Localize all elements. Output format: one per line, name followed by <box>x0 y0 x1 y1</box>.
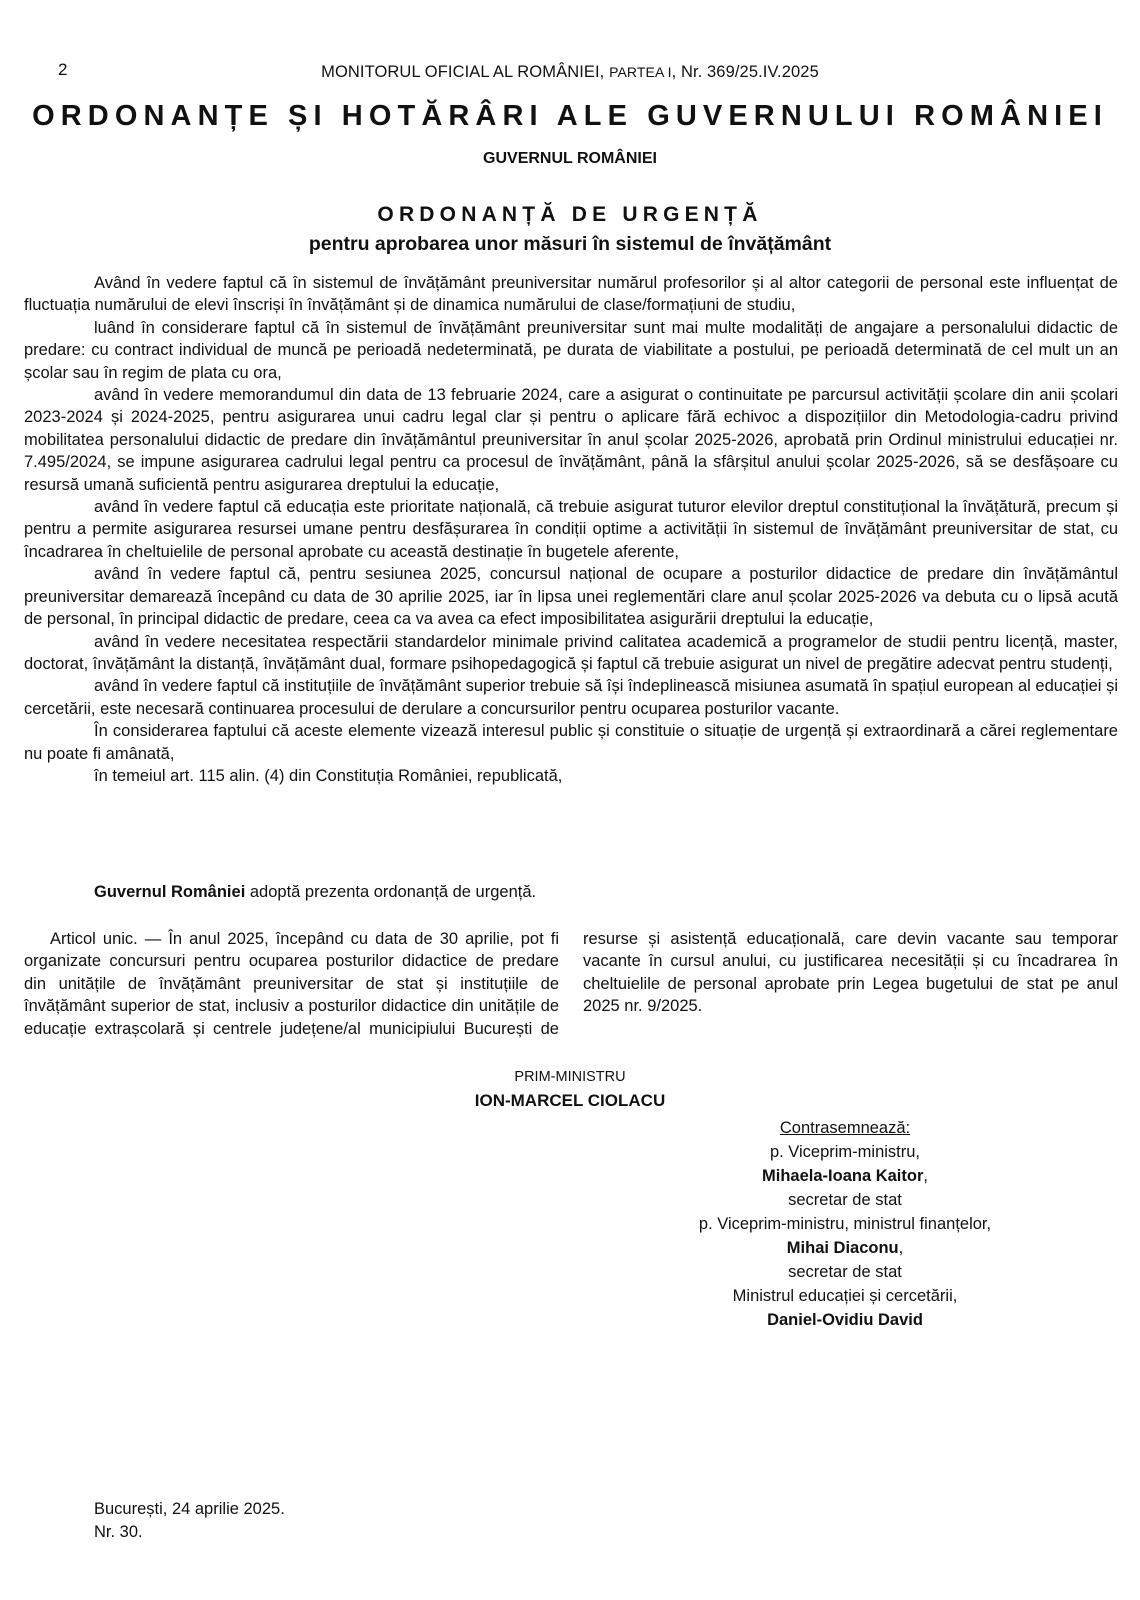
signatory-title: PRIM-MINISTRU <box>514 1069 626 1085</box>
preamble-paragraph: având în vedere faptul că educația este prioritate națională, că trebuie asigurat tuturor elevilor dreptul constituțional la învățătură, precum și pentru a permite asigurarea resursei umane pentru desfășurarea în condiții optime a activității în sistemul de învățământ preuniversitar de stat, cu încadrarea în cheltuielile de personal aprobate cu această destinație în bugetele aferente, <box>24 498 1118 561</box>
article-unic: Articol unic. — În anul 2025, începând cu data de 30 aprilie, pot fi organizate concursuri pentru ocuparea posturilor didactice de predare din unitățile de învățământ preuniversitar de stat și instituțiile de învățământ superior de stat, inclusiv a posturilor didactice din unitățile de educație extrașcolară și centrele județene/al municipiului București de resurse și asistență educațională, care devin vacante sau temporar vacante în cursul anului, cu justificarea necesității și cu încadrarea în cheltuielile de personal aprobate prin Legea bugetului de stat pe anul 2025 nr. 9/2025. <box>24 930 1118 1038</box>
countersigner-name: Daniel-Ovidiu David <box>767 1311 923 1329</box>
countersigner-role: Ministrul educației și cercetării, <box>732 1287 958 1305</box>
preamble-paragraph: având în vedere necesitatea respectării standardelor minimale privind calitatea academică a programelor de studii pentru licență, master, doctorat, învățământ la distanță, învățământ dual, formare psihopedagogică și faptul că trebuie asigurat un nivel de pregătire adecvat pentru studenți, <box>24 632 1118 673</box>
countersigner-comma: , <box>923 1167 928 1185</box>
signatory-name: ION-MARCEL CIOLACU <box>474 1091 666 1110</box>
government-title: GUVERNUL ROMÂNIEI <box>483 150 657 167</box>
article-body <box>24 928 1118 1040</box>
countersign-block <box>640 1116 1050 1332</box>
countersigner-role: p. Viceprim-ministru, <box>769 1143 921 1161</box>
preamble-paragraph: Având în vedere faptul că în sistemul de învățământ preuniversitar numărul profesorilor și al altor categorii de personal este influențat de fluctuația numărului de elevi înscriși în învățământ și de dinamica numărului de clase/formațiuni de studiu, <box>24 274 1118 315</box>
running-header <box>0 63 1140 82</box>
document-number: Nr. 30. <box>94 1523 143 1541</box>
preamble-paragraph: având în vedere memorandumul din data de 13 februarie 2024, care a asigurat o continuitate pe parcursul activității școlare din anii școlari 2023-2024 și 2024-2025, pentru asigurarea unui cadru legal clar și pentru o aplicare fără echivoc a dispozițiilor din Metodologia-cadru privind mobilitatea personalului didactic de predare din învățământul preuniversitar în anul școlar 2025-2026, aprobată prin Ordinul ministrului educației nr. 7.495/2024, se impune asigurarea cadrului legal pentru ca procesul de învățământ, până la sfârșitul anului școlar 2025-2026, să se desfășoare cu resursă umană suficientă pentru asigurarea dreptului la educație, <box>24 386 1118 494</box>
adoption-subject: Guvernul României <box>94 883 246 901</box>
page-number: 2 <box>58 60 68 79</box>
place-date: București, 24 aprilie 2025. <box>94 1500 285 1518</box>
countersigner-position: secretar de stat <box>788 1191 902 1209</box>
countersigner-name: Mihaela-Ioana Kaitor <box>762 1167 924 1185</box>
preamble-paragraph: În considerarea faptului că aceste elemente vizează interesul public și constituie o situație de urgență și extraordinară a cărei reglementare nu poate fi amânată, <box>24 722 1118 763</box>
preamble-paragraph: având în vedere faptul că, pentru sesiunea 2025, concursul național de ocupare a posturilor didactice de predare din învățământul preuniversitar demarează începând cu data de 30 aprilie 2025, iar în lipsa unei reglementări clare anul școlar 2025-2026 va debuta cu o lipsă acută de personal, în principal didactic de predare, ceea ca va avea ca efect imposibilitatea asigurării dreptului la educație, <box>24 565 1118 629</box>
place-date-block <box>94 1498 285 1544</box>
preamble-paragraph: luând în considerare faptul că în sistemul de învățământ preuniversitar sunt mai multe modalități de angajare a personalului didactic de predare: cu contract individual de muncă pe perioadă nedeterminată, pe durata de viabilitate a postului, pe perioadă determinată de cel mult un an școlar sau în regim de plata cu ora, <box>24 318 1118 382</box>
countersigner-role: p. Viceprim-ministru, ministrul finanțelor, <box>698 1215 992 1233</box>
header-issue: , Nr. 369/25.IV.2025 <box>671 63 819 81</box>
adoption-statement <box>94 883 536 902</box>
adoption-text: adoptă prezenta ordonanță de urgență. <box>245 883 537 901</box>
countersigner-name: Mihai Diaconu <box>786 1239 899 1257</box>
header-publication: MONITORUL OFICIAL AL ROMÂNIEI, <box>321 63 610 81</box>
countersign-heading: Contrasemnează: <box>779 1119 911 1137</box>
preamble-paragraph: în temeiul art. 115 alin. (4) din Constituția României, republicată, <box>94 766 563 785</box>
section-title: ORDONANȚE ȘI HOTĂRÂRI ALE GUVERNULUI ROMÂNIEI <box>32 100 1108 132</box>
document-type: ORDONANȚĂ DE URGENȚĂ <box>377 203 763 226</box>
document-subject: pentru aprobarea unor măsuri în sistemul de învățământ <box>308 233 832 255</box>
preamble-paragraph: având în vedere faptul că instituțiile de învățământ superior trebuie să își îndeplinească misiunea asumată în spațiul european al educației și cercetării, este necesară continuarea procesului de derulare a concursurilor pentru ocuparea posturilor vacante. <box>24 677 1118 718</box>
preamble <box>24 272 1118 787</box>
header-part: PARTEA I <box>609 64 672 80</box>
countersigner-position: secretar de stat <box>788 1263 902 1281</box>
countersigner-comma: , <box>898 1239 904 1257</box>
